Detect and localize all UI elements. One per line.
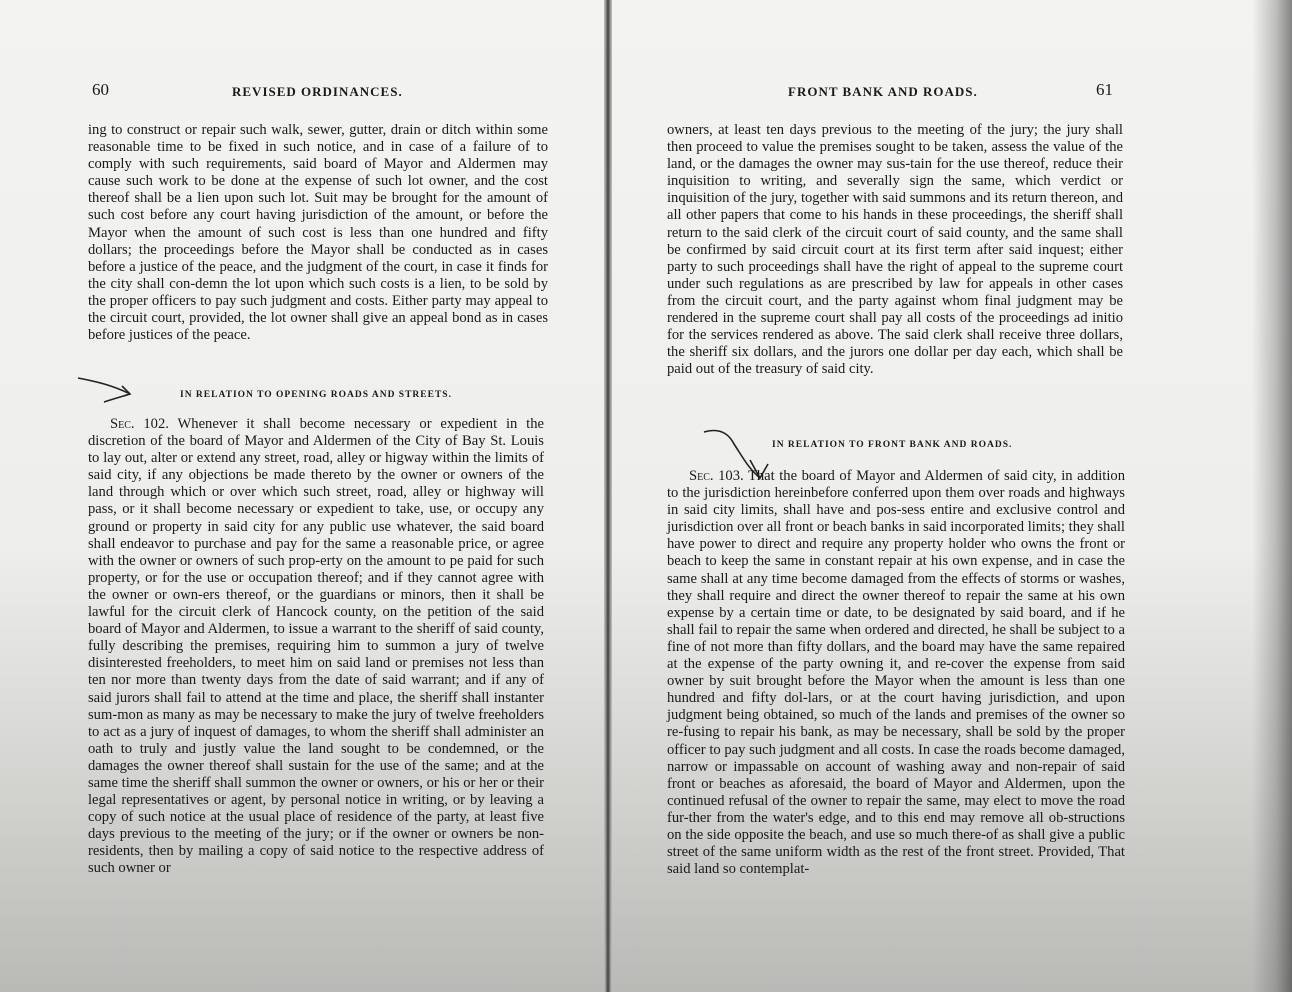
right-section-heading: IN RELATION TO FRONT BANK AND ROADS. — [772, 440, 1013, 450]
section-102-label: Sec. 102. — [110, 416, 169, 432]
section-102-text: Whenever it shall become necessary or expedient in the discretion of the board of Mayor and Aldermen of the City of Bay St. Louis to lay out, alter or extend any street, road, alley or higway within the limits of said city, if any objections be made thereto by the owner or owners of the land through which or over which such street, road, alley or highway will pass, or it shall become necessary or expedient to take, use, or occupy any ground or property in said city for any public use whatever, the said board shall endeavor to purchase and pay for the same a reasonable price, or agree with the owner or owners of such prop-erty on the amount to pe paid for such property, or for the use or occupation thereof; and if they cannot agree with the owner or own-ers thereof, or the guardians or minors, then it shall be lawful for the circuit clerk of Hancock county, on the petition of the said board of Mayor and Aldermen, to issue a warrant to the sheriff of said county, fully describing the premises, requiring him to summon a jury of twelve disinterested freeholders, to meet him on said land or premises not less than ten nor more than twenty days from the date of said warrant; and if any of said jurors shall fail to attend at the time and place, the sheriff shall instanter sum-mon as many as may be necessary to make the jury of twelve freeholders to act as a jury of inquest of damages, to whom the sheriff shall administer an oath to truly and justly value the land sought to be condemned, or the damages the owner thereof shall sustain for the use of the same; and at the same time the sheriff shall summon the owner or owners, or his or her or their legal representatives or agent, by personal notice in writing, or by leaving a copy of such notice at the usual place of residence of the party, at least five days previous to the meeting of the jury; or if the owner or owners be non-residents, then by mailing a copy of said notice to the respective address of such owner or — [88, 416, 544, 877]
section-103-text: That the board of Mayor and Aldermen of said city, in addition to the jurisdiction hereinbefore conferred upon them over roads and highways in said city limits, shall have and pos-sess entire and exclusive control and jurisdiction over all front or beach banks in said incorporated limits; they shall have power to direct and require any property holder who owns the front or beach to keep the same in constant repair at his own expense, and in case the same shall at any time become damaged from the effects of storms or washes, they shall require and direct the owner thereof to repair the same at his own expense by a certain time or date, to be designated by said board, and if he shall fail to repair the same when ordered and directed, he shall be subject to a fine of not more than fifty dollars, and the board may have the same repaired at the expense of the party owning it, and re-cover the expense from said owner by suit brought before the Mayor when the amount is less than one hundred and fifty dol-lars, or at the court having jurisdiction, and upon judgment being obtained, so much of the lands and premises of the owner so re-fusing to repair his bank, as may be necessary, shall be sold by the proper officer to pay such judgment and all costs. In case the roads become damaged, narrow or impassable on account of washing away and non-repair of said front or beaches as aforesaid, the board of Mayor and Aldermen, upon the continued refusal of the owner to repair the same, may elect to move the road fur-ther from the water's edge, and to this end may remove all ob-structions on the side opposite the beach, and use so much there-of as shall give a public street of the same uniform width as the rest of the front street. Provided, That said land so contemplat- — [667, 468, 1125, 878]
left-section-102 — [88, 416, 544, 878]
left-page-number: 60 — [92, 80, 109, 99]
left-running-head: REVISED ORDINANCES. — [232, 84, 403, 99]
left-section-heading: IN RELATION TO OPENING ROADS AND STREETS. — [180, 390, 452, 400]
right-page — [612, 0, 1292, 992]
right-section-103 — [667, 468, 1125, 878]
right-running-head: FRONT BANK AND ROADS. — [788, 84, 978, 99]
book-gutter — [604, 0, 612, 992]
page-edge-shadow — [1252, 0, 1292, 992]
right-paragraph-1-text: owners, at least ten days previous to the meeting of the jury; the jury shall then proceed to value the premises sought to be taken, assess the value of the land, or the damages the owner may sus-tain for the use thereof, reduce their inquisition to writing, and severally sign the same, which verdict or inquisition of the jury, together with said summons and its return thereon, and all other papers that come to his hands in these proceedings, the sheriff shall return to the said clerk of the circuit court of said county, and the same shall be confirmed by said circuit court at its first term after said inquest; either party to such proceedings shall have the right of appeal to the supreme court under such regulations as are prescribed by law for appeals in other cases from the circuit court, and the party against whom final judgment may be rendered in the supreme court shall pay all costs of the proceedings ad initio for the services rendered as above. The said clerk shall receive three dollars, the sheriff six dollars, and the jurors one dollar per day each, which shall be paid out of the treasury of said city. — [667, 122, 1123, 378]
section-103-label: Sec. 103. — [689, 468, 744, 484]
right-paragraph-1 — [667, 122, 1123, 378]
right-page-number: 61 — [1096, 80, 1113, 99]
handwritten-arrow-mark — [74, 372, 154, 408]
left-paragraph-1-text: ing to construct or repair such walk, sewer, gutter, drain or ditch within some reasonable time to be fixed in such notice, and in case of a failure of to comply with such requirements, said board of Mayor and Aldermen may cause such work to be done at the expense of such lot owner, and the cost thereof shall be a lien upon such lot. Suit may be brought for the amount of such cost before any court having jurisdiction of the amount, or before the Mayor when the amount of such cost is less than one hundred and fifty dollars; the proceedings before the Mayor shall be conducted as in cases before a justice of the peace, and the judgment of the court, in case it finds for the city shall con-demn the lot upon which such costs is a lien, to be sold by the proper officers to pay such judgment and costs. Either party may appeal to the circuit court, provided, the lot owner shall give an appeal bond as in cases before justices of the peace. — [88, 122, 548, 344]
left-paragraph-1 — [88, 122, 548, 344]
left-page — [0, 0, 607, 992]
